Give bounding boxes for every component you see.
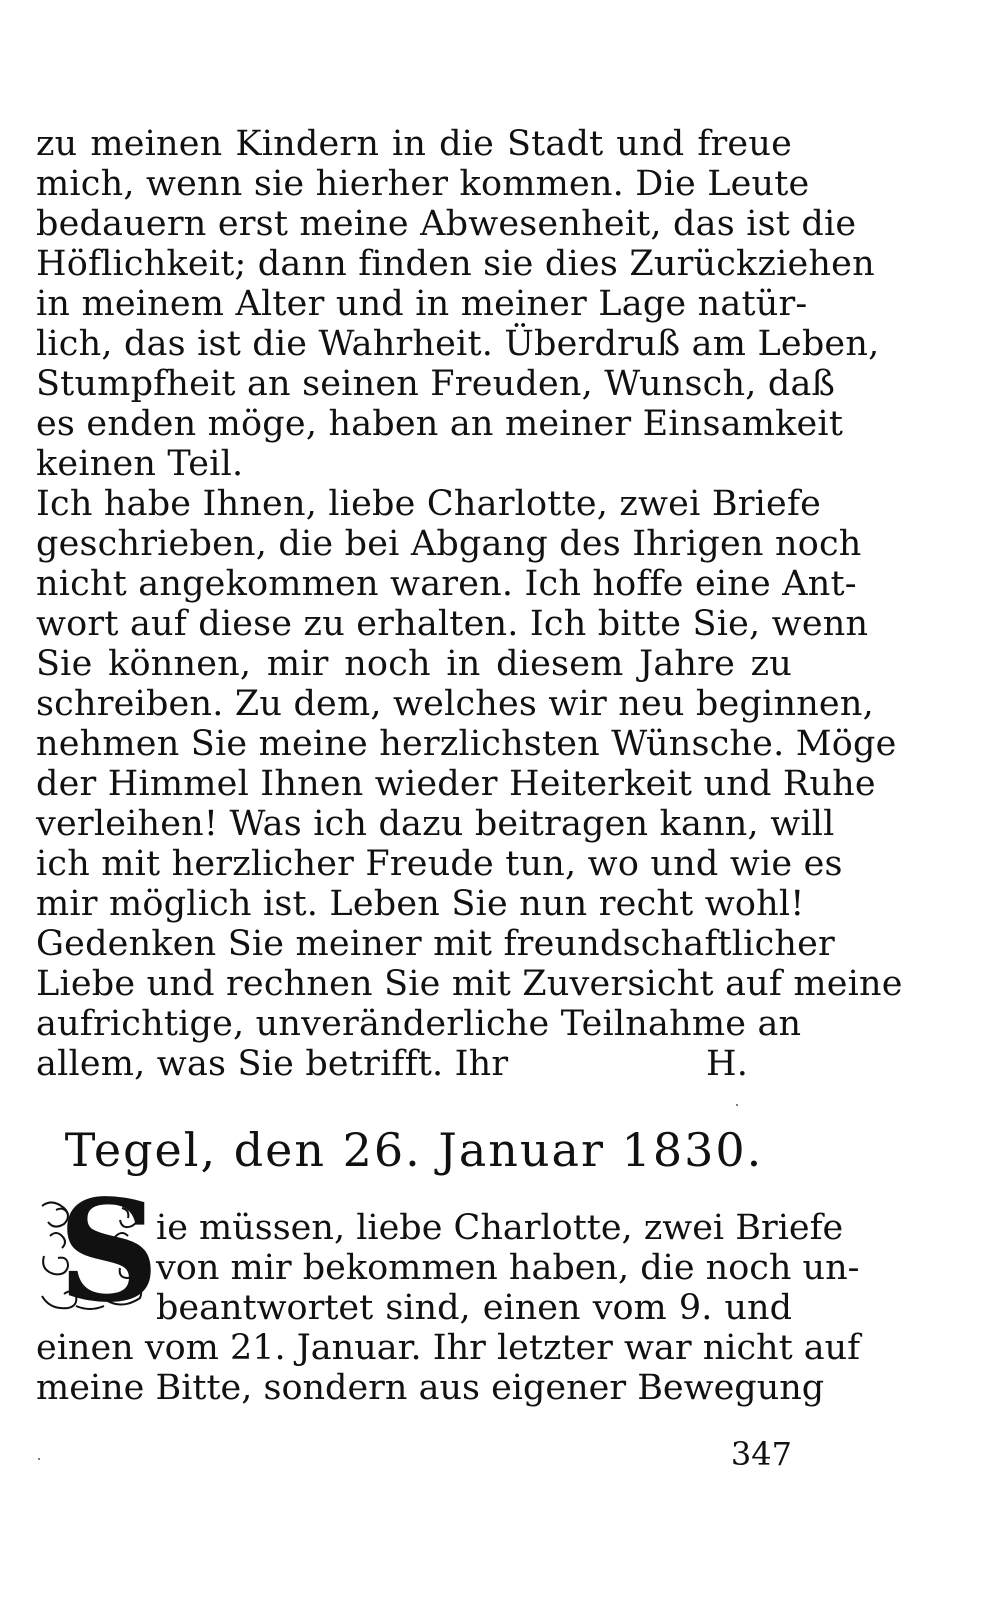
text-line: in meinem Alter und in meiner Lage natür- (36, 284, 808, 324)
text-line: nicht angekommen waren. Ich hoffe eine Ant- (36, 564, 857, 604)
drop-cap-initial (36, 1170, 160, 1334)
text-line: schreiben. Zu dem, welches wir neu beginnen, (36, 684, 874, 724)
drop-cap-letter: S (58, 1170, 160, 1334)
text-line: Höflichkeit; dann finden sie dies Zurückziehen (36, 244, 875, 284)
indented-lines (156, 1208, 860, 1328)
text-line: Gedenken Sie meiner mit freundschaftlicher (36, 924, 835, 964)
text-line: ich mit herzlicher Freude tun, wo und wie es (36, 844, 843, 884)
text-line: mir möglich ist. Leben Sie nun recht wohl! (36, 884, 805, 924)
text-line: meine Bitte, sondern aus eigener Bewegung (36, 1368, 825, 1408)
text-line: verleihen! Was ich dazu beitragen kann, will (36, 804, 835, 844)
text-line: einen vom 21. Januar. Ihr letzter war nicht auf (36, 1328, 861, 1368)
text-line: mich, wenn sie hierher kommen. Die Leute (36, 164, 810, 204)
closing-text: allem, was Sie betrifft. Ihr (36, 1044, 509, 1084)
text-line: keinen Teil. (36, 444, 244, 484)
page-number: 347 (730, 1435, 792, 1473)
paper-speck (736, 1104, 738, 1106)
text-line: Liebe und rechnen Sie mit Zuversicht auf meine (36, 964, 903, 1004)
text-line: aufrichtige, unveränderliche Teilnahme an (36, 1004, 802, 1044)
paper-speck (38, 1458, 40, 1460)
signature: H. (706, 1044, 749, 1084)
text-line: wort auf diese zu erhalten. Ich bitte Sie, wenn (36, 604, 869, 644)
text-line: Ich habe Ihnen, liebe Charlotte, zwei Briefe (36, 484, 822, 524)
text-line: lich, das ist die Wahrheit. Überdruß am Leben, (36, 324, 880, 364)
text-line: bedauern erst meine Abwesenheit, das ist die (36, 204, 857, 244)
closing-line (36, 1044, 792, 1084)
text-line: beantwortet sind, einen vom 9. und (156, 1288, 792, 1328)
text-line: zu meinen Kindern in die Stadt und freue (36, 124, 792, 164)
paragraph-continuation (36, 1328, 861, 1408)
letter-heading: Tegel, den 26. Januar 1830. (64, 1123, 764, 1177)
paragraph-letter-end (36, 124, 880, 484)
text-line: geschrieben, die bei Abgang des Ihrigen noch (36, 524, 862, 564)
text-line: nehmen Sie meine herzlichsten Wünsche. Möge (36, 724, 897, 764)
paragraph-closing (36, 484, 903, 1084)
text-line: der Himmel Ihnen wieder Heiterkeit und Ruhe (36, 764, 876, 804)
text-line: es enden möge, haben an meiner Einsamkeit (36, 404, 844, 444)
text-line: Stumpfheit an seinen Freuden, Wunsch, daß (36, 364, 836, 404)
text-line: Sie können, mir noch in diesem Jahre zu (36, 644, 792, 684)
text-line: ie müssen, liebe Charlotte, zwei Briefe (156, 1208, 844, 1248)
text-line: von mir bekommen haben, die noch un- (156, 1248, 860, 1288)
